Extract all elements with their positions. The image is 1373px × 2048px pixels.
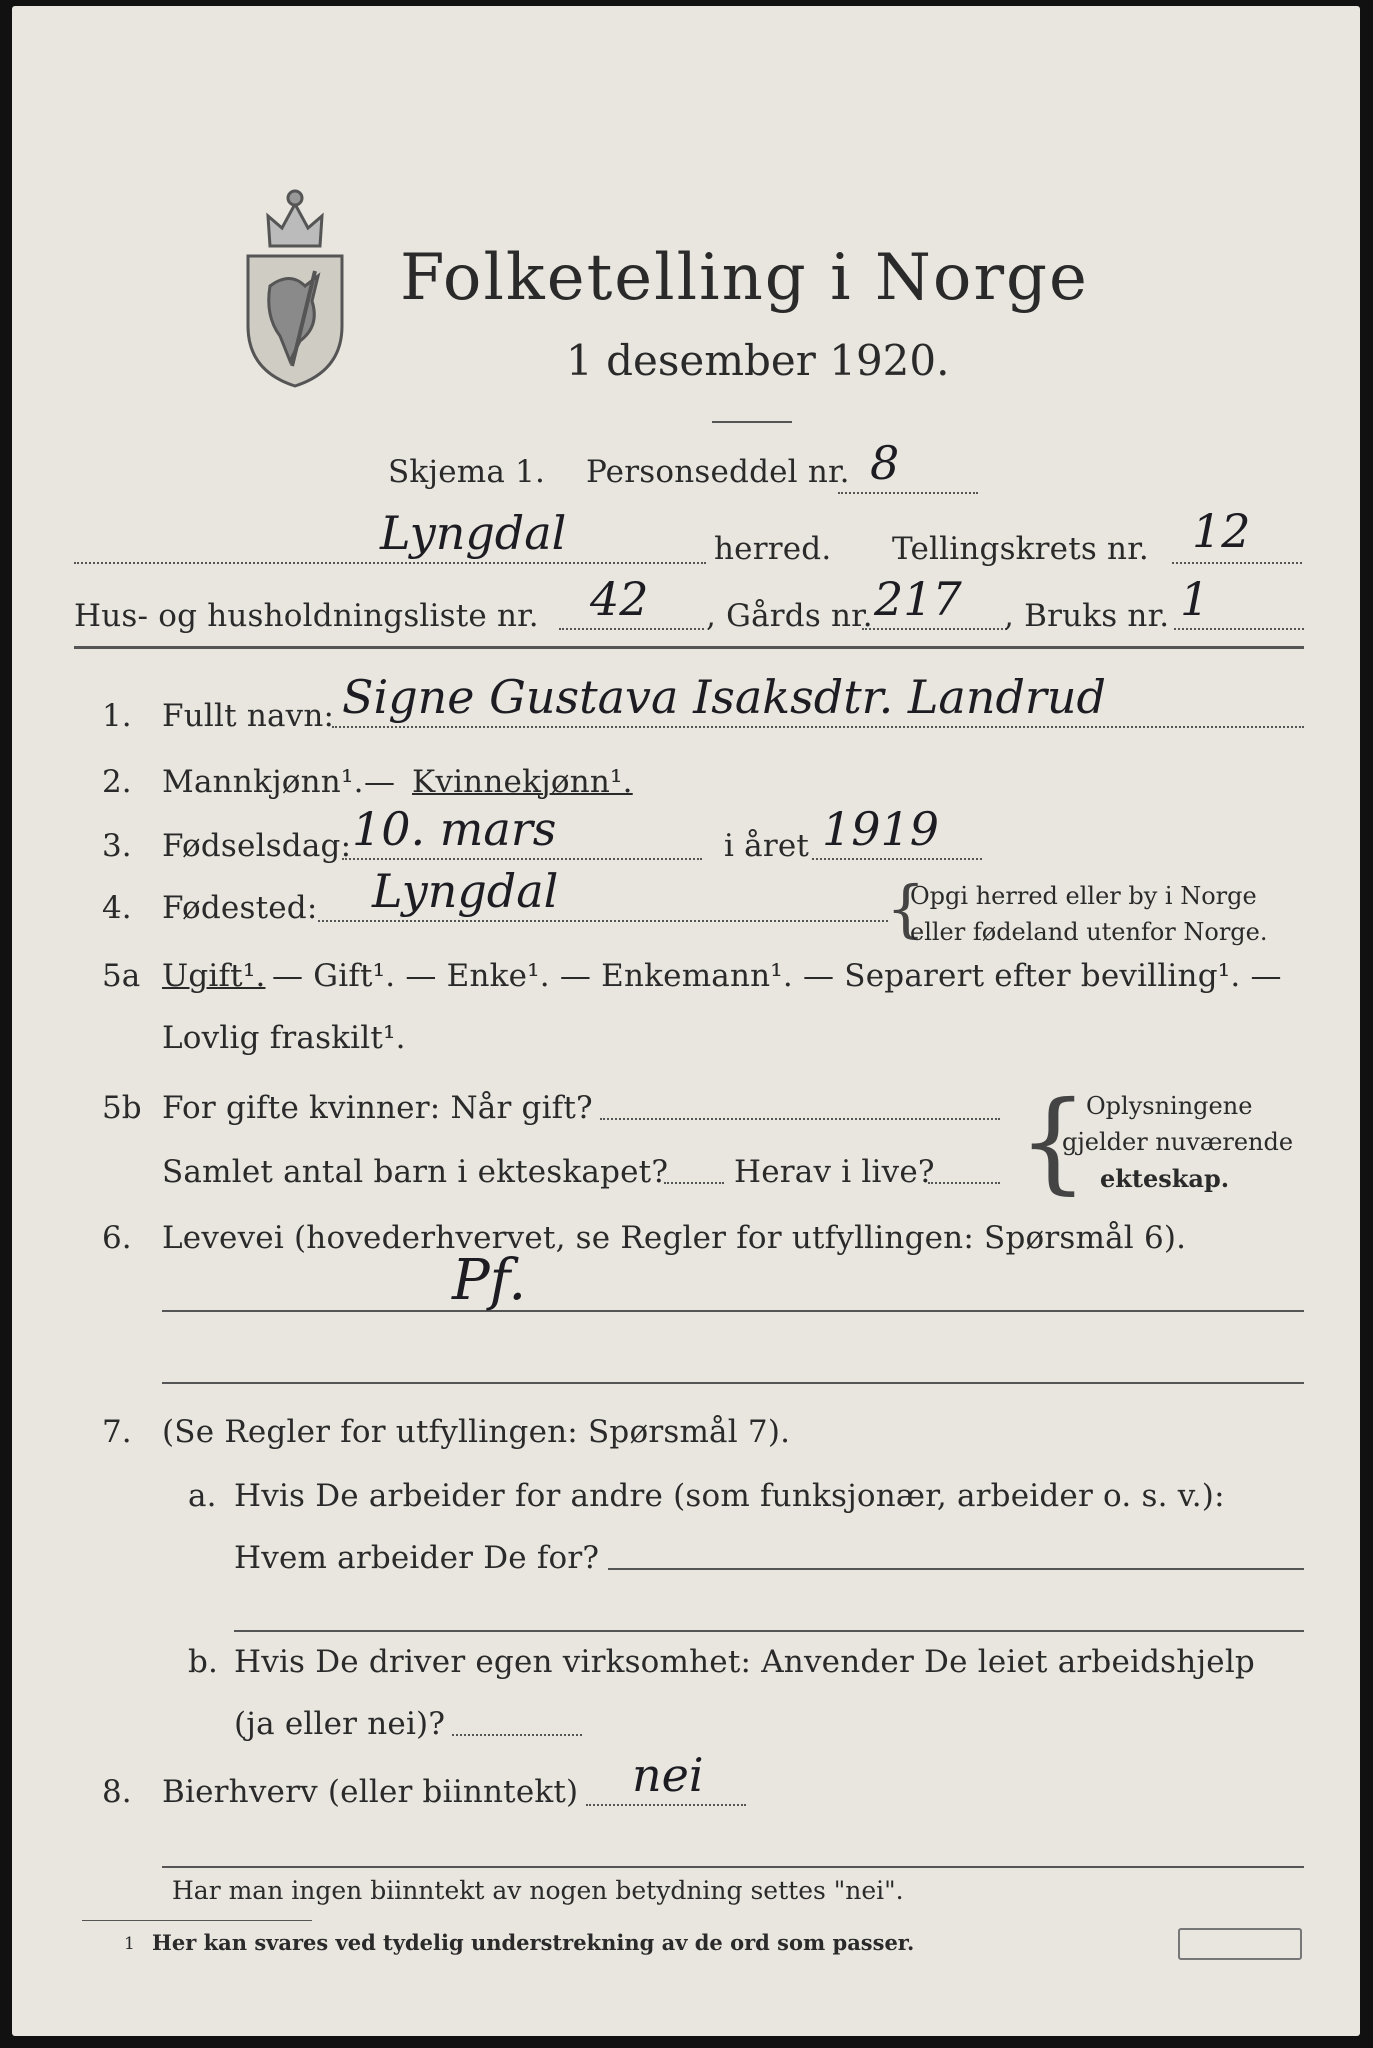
q4-number: 4. xyxy=(102,890,132,926)
female-option-underlined: Kvinnekjønn¹. xyxy=(412,764,633,800)
title-divider xyxy=(712,421,792,423)
q4-brace: { xyxy=(886,872,926,945)
q7-number: 7. xyxy=(102,1414,132,1450)
personseddel-line xyxy=(838,492,978,494)
q5b-married-label: For gifte kvinner: Når gift? xyxy=(162,1090,593,1126)
gards-label: , Gårds nr. xyxy=(706,598,873,634)
hired-help-line xyxy=(452,1734,582,1736)
q2-separator: — xyxy=(364,764,396,800)
side-income-line xyxy=(586,1804,746,1806)
ugift-option-underlined: Ugift¹. xyxy=(162,958,266,994)
q8-label: Bierhverv (eller biinntekt) xyxy=(162,1774,579,1810)
q6-label: Levevei (hovederhvervet, se Regler for utfyllingen: Spørsmål 6). xyxy=(162,1220,1187,1256)
q5b-note-line1: Oplysningene xyxy=(1086,1092,1253,1120)
occupation-line xyxy=(162,1310,1304,1312)
bruks-line xyxy=(1174,628,1304,630)
footnote-mark: 1 xyxy=(124,1934,135,1954)
q7a-question: Hvem arbeider De for? xyxy=(234,1540,600,1576)
footnote-text: Her kan svares ved tydelig understrekning av de ord som passer. xyxy=(152,1930,915,1955)
footnote-rule xyxy=(82,1920,312,1921)
occupation-line-2 xyxy=(162,1382,1304,1384)
full-name-value: Signe Gustava Isaksdtr. Landrud xyxy=(342,670,1106,724)
herred-value: Lyngdal xyxy=(380,506,567,560)
q3-label: Fødselsdag: xyxy=(162,828,352,864)
personseddel-value: 8 xyxy=(870,436,900,490)
birthplace-value: Lyngdal xyxy=(372,864,559,918)
male-option: Mannkjønn¹. xyxy=(162,764,364,800)
q5b-brace: { xyxy=(1018,1077,1088,1205)
q5b-children-label: Samlet antal barn i ekteskapet? xyxy=(162,1154,669,1190)
q7b-question: (ja eller nei)? xyxy=(234,1706,446,1742)
printer-stamp xyxy=(1178,1928,1302,1960)
q6-number: 6. xyxy=(102,1220,132,1256)
gards-value: 217 xyxy=(874,572,962,626)
birthday-value: 10. mars xyxy=(352,802,557,856)
q1-number: 1. xyxy=(102,698,132,734)
bruks-label: , Bruks nr. xyxy=(1004,598,1170,634)
children-line xyxy=(664,1182,724,1184)
herred-line xyxy=(74,562,706,564)
q7a-text: Hvis De arbeider for andre (som funksjonær, arbeider o. s. v.): xyxy=(234,1478,1225,1514)
form-title: Folketelling i Norge xyxy=(400,241,1089,315)
skjema-label: Skjema 1. xyxy=(388,454,546,490)
fraskilt-option: Lovlig fraskilt¹. xyxy=(162,1020,406,1056)
hus-line xyxy=(559,628,704,630)
q7a-number: a. xyxy=(188,1478,217,1514)
tellingskrets-value: 12 xyxy=(1192,504,1251,558)
occupation-value: Pf. xyxy=(452,1248,527,1313)
q2-number: 2. xyxy=(102,764,132,800)
q5b-alive-label: Herav i live? xyxy=(734,1154,935,1190)
year-line xyxy=(812,858,982,860)
q5b-note-line2: gjelder nuværende xyxy=(1062,1128,1294,1156)
q1-label: Fullt navn: xyxy=(162,698,335,734)
q4-label: Fødested: xyxy=(162,890,318,926)
tellingskrets-label: Tellingskrets nr. xyxy=(892,531,1149,567)
q5b-note-line3: ekteskap. xyxy=(1100,1164,1230,1193)
employer-line xyxy=(608,1568,1304,1570)
gards-line xyxy=(862,628,1007,630)
birth-year-value: 1919 xyxy=(822,802,940,856)
tellingskrets-line xyxy=(1172,562,1302,564)
herred-label: herred. xyxy=(714,531,832,567)
coat-of-arms-icon xyxy=(230,176,360,391)
hus-value: 42 xyxy=(590,572,649,626)
census-date: 1 desember 1920. xyxy=(566,336,950,385)
marital-options: — Gift¹. — Enke¹. — Enkemann¹. — Separert efter bevilling¹. — xyxy=(272,958,1282,994)
q5a-number: 5a xyxy=(102,958,141,994)
hus-label: Hus- og husholdningsliste nr. xyxy=(74,598,539,634)
q4-note-line1: Opgi herred eller by i Norge xyxy=(910,882,1257,910)
q7-label: (Se Regler for utfyllingen: Spørsmål 7). xyxy=(162,1414,791,1450)
employer-line-2 xyxy=(234,1630,1304,1632)
census-form-sheet xyxy=(12,6,1360,2036)
q1-line xyxy=(332,726,1304,728)
nei-note: Har man ingen biinntekt av nogen betydning settes "nei". xyxy=(172,1876,904,1905)
q5b-number: 5b xyxy=(102,1090,142,1126)
q3-number: 3. xyxy=(102,828,132,864)
birthplace-line xyxy=(318,920,888,922)
bruks-value: 1 xyxy=(1180,572,1210,626)
year-label: i året xyxy=(724,828,810,864)
personseddel-label: Personseddel nr. xyxy=(586,454,850,490)
q7b-number: b. xyxy=(188,1644,219,1680)
q7b-text: Hvis De driver egen virksomhet: Anvender De leiet arbeidshjelp xyxy=(234,1644,1255,1680)
married-date-line xyxy=(600,1118,1000,1120)
side-income-value: nei xyxy=(632,1748,704,1802)
alive-line xyxy=(928,1182,1000,1184)
q4-note-line2: eller fødeland utenfor Norge. xyxy=(910,918,1268,946)
q8-number: 8. xyxy=(102,1774,132,1810)
header-separator xyxy=(74,646,1304,649)
side-income-line-2 xyxy=(162,1866,1304,1868)
birthday-line xyxy=(342,858,702,860)
